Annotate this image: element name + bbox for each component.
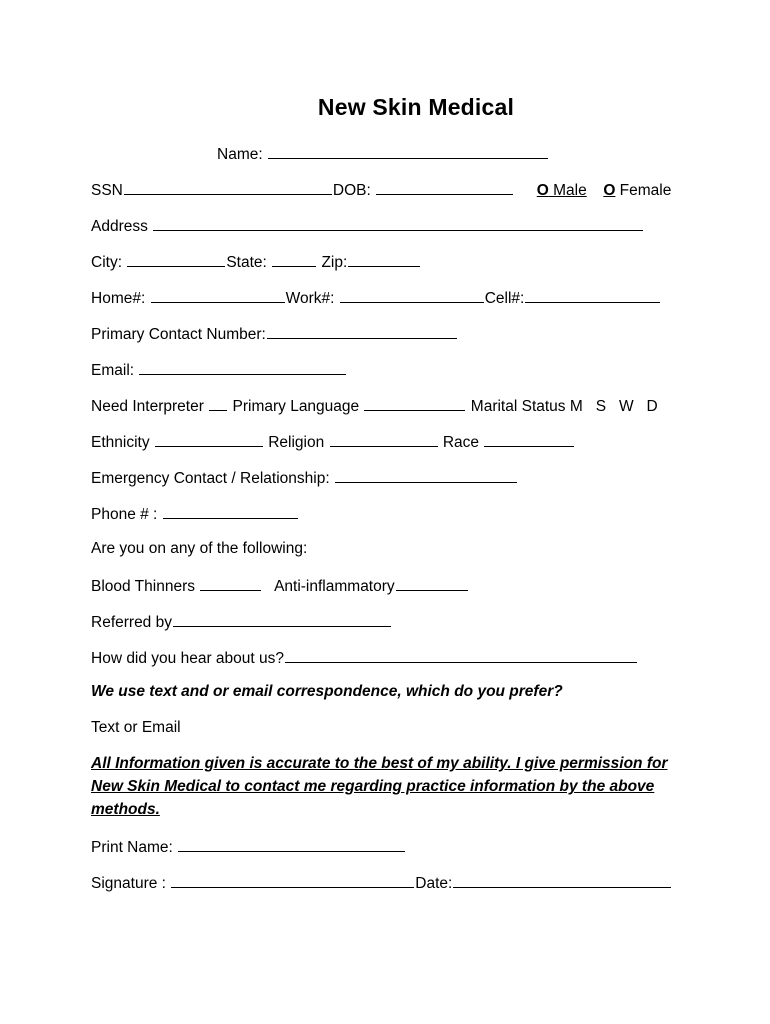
primary-contact-field[interactable] bbox=[267, 323, 457, 339]
zip-field[interactable] bbox=[348, 251, 420, 267]
referred-by-field[interactable] bbox=[173, 611, 391, 627]
state-field[interactable] bbox=[272, 251, 316, 267]
work-label: Work#: bbox=[285, 290, 335, 307]
primary-contact-row bbox=[91, 323, 458, 343]
race-field[interactable] bbox=[484, 431, 574, 447]
email-label: Email: bbox=[91, 362, 135, 379]
form-title: New Skin Medical bbox=[317, 94, 515, 120]
male-radio[interactable]: O bbox=[536, 182, 549, 199]
address-field[interactable] bbox=[153, 215, 643, 231]
referred-row bbox=[91, 611, 392, 631]
referred-by-label: Referred by bbox=[91, 614, 172, 631]
following-label: Are you on any of the following: bbox=[91, 540, 308, 557]
dob-label: DOB: bbox=[332, 182, 371, 199]
male-label: Male bbox=[548, 182, 587, 199]
signature-row bbox=[91, 872, 672, 892]
email-row bbox=[91, 359, 347, 379]
phone-label: Phone # : bbox=[91, 506, 158, 523]
phones-row bbox=[91, 287, 661, 307]
primary-language-label: Primary Language bbox=[232, 398, 360, 415]
text-or-email: Text or Email bbox=[91, 719, 181, 736]
dob-field[interactable] bbox=[376, 179, 513, 195]
name-row bbox=[217, 143, 549, 163]
address-row bbox=[91, 215, 644, 235]
name-label: Name: bbox=[217, 146, 263, 163]
ssn-label: SSN bbox=[91, 182, 123, 199]
signature-field[interactable] bbox=[171, 872, 414, 888]
primary-contact-label: Primary Contact Number: bbox=[91, 326, 266, 343]
phone-row bbox=[91, 503, 299, 523]
print-name-field[interactable] bbox=[178, 836, 405, 852]
date-field[interactable] bbox=[453, 872, 671, 888]
email-field[interactable] bbox=[139, 359, 346, 375]
interpreter-row bbox=[91, 395, 658, 415]
cell-phone-field[interactable] bbox=[525, 287, 660, 303]
primary-language-field[interactable] bbox=[364, 395, 465, 411]
ethnicity-row bbox=[91, 431, 575, 451]
date-label: Date: bbox=[415, 875, 453, 892]
phone-field[interactable] bbox=[163, 503, 298, 519]
religion-label: Religion bbox=[268, 434, 325, 451]
need-interpreter-field[interactable] bbox=[209, 395, 227, 411]
anti-inflammatory-label: Anti-inflammatory bbox=[274, 578, 395, 595]
emergency-contact-field[interactable] bbox=[335, 467, 517, 483]
city-field[interactable] bbox=[127, 251, 225, 267]
religion-field[interactable] bbox=[330, 431, 438, 447]
medications-row bbox=[91, 575, 469, 595]
print-name-row bbox=[91, 836, 406, 856]
hear-about-label: How did you hear about us? bbox=[91, 650, 285, 667]
hear-about-field[interactable] bbox=[285, 647, 637, 663]
female-label: Female bbox=[615, 182, 672, 199]
ssn-field[interactable] bbox=[124, 179, 332, 195]
blood-thinners-label: Blood Thinners bbox=[91, 578, 195, 595]
name-field[interactable] bbox=[268, 143, 548, 159]
hear-about-row bbox=[91, 647, 638, 667]
state-label: State: bbox=[226, 254, 267, 271]
consent-statement: All Information given is accurate to the best of my ability. I give permission for New Skin Medical to contact me regarding practice information by the above methods. bbox=[91, 755, 668, 818]
following-row bbox=[91, 539, 307, 559]
home-label: Home#: bbox=[91, 290, 146, 307]
ssn-row bbox=[91, 179, 671, 199]
city-row bbox=[91, 251, 421, 271]
home-phone-field[interactable] bbox=[151, 287, 285, 303]
race-label: Race bbox=[442, 434, 480, 451]
ethnicity-label: Ethnicity bbox=[91, 434, 150, 451]
female-radio[interactable]: O bbox=[603, 182, 616, 199]
cell-label: Cell#: bbox=[484, 290, 525, 307]
correspondence-question: We use text and or email correspondence, which do you prefer? bbox=[91, 683, 563, 700]
emergency-contact-label: Emergency Contact / Relationship: bbox=[91, 470, 330, 487]
work-phone-field[interactable] bbox=[340, 287, 484, 303]
anti-inflammatory-field[interactable] bbox=[396, 575, 468, 591]
signature-label: Signature : bbox=[91, 875, 166, 892]
marital-status-label: Marital Status M S W D bbox=[470, 398, 658, 415]
city-label: City: bbox=[91, 254, 122, 271]
need-interpreter-label: Need Interpreter bbox=[91, 398, 204, 415]
zip-label: Zip: bbox=[321, 254, 348, 271]
emergency-contact-row bbox=[91, 467, 518, 487]
blood-thinners-field[interactable] bbox=[200, 575, 261, 591]
print-name-label: Print Name: bbox=[91, 839, 173, 856]
address-label: Address bbox=[91, 218, 148, 235]
ethnicity-field[interactable] bbox=[155, 431, 263, 447]
